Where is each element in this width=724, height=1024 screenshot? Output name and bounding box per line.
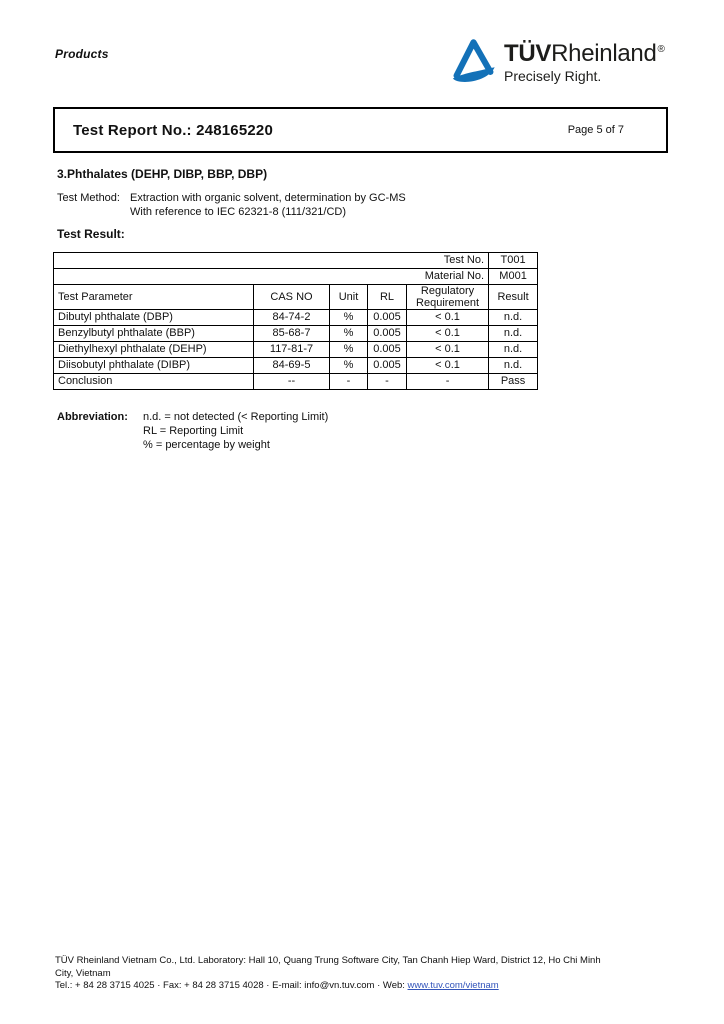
page-indicator: Page 5 of 7 (567, 124, 624, 136)
table-row-bbp (54, 326, 538, 342)
col-header-regulatory-requirement: Regulatory Requirement (407, 285, 489, 310)
col-header-test-parameter: Test Parameter (54, 285, 254, 310)
table-row-dbp (54, 310, 538, 326)
footer (55, 955, 601, 993)
cell-parameter: Diisobutyl phthalate (DIBP) (54, 358, 254, 374)
meta-row-material-no (54, 269, 538, 285)
test-method-line-2: With reference to IEC 62321-8 (111/321/CD) (130, 206, 347, 218)
abbreviation-label: Abbreviation: (57, 411, 128, 423)
footer-address-line-1: TÜV Rheinland Vietnam Co., Ltd. Laboratory: Hall 10, Quang Trung Software City, Tan Chanh Hiep Ward, District 12, Ho Chi Minh (55, 955, 601, 966)
cell-parameter: Benzylbutyl phthalate (BBP) (54, 326, 254, 342)
abbreviation-lines (143, 410, 328, 452)
brand-wordmark (504, 37, 665, 67)
brand-tagline: Precisely Right. (504, 68, 602, 84)
col-header-result: Result (489, 285, 538, 310)
cell-result: n.d. (489, 326, 538, 342)
cell-conclusion-unit: - (330, 374, 368, 390)
table-row-dibp (54, 358, 538, 374)
abbreviation-block (57, 410, 328, 452)
col-header-rl: RL (368, 285, 407, 310)
cell-unit: % (330, 342, 368, 358)
cell-cas-no: 117-81-7 (254, 342, 330, 358)
test-method-label: Test Method: (57, 192, 120, 204)
table-header-row (54, 285, 538, 310)
abbreviation-line-rl: RL = Reporting Limit (143, 425, 244, 437)
test-no-value: T001 (489, 253, 538, 269)
cell-rl: 0.005 (368, 358, 407, 374)
test-no-label: Test No. (54, 253, 489, 269)
brand-tuv: TÜV (504, 40, 552, 67)
brand-text-block (504, 37, 665, 84)
cell-regulatory-requirement: < 0.1 (407, 342, 489, 358)
test-result-label: Test Result: (57, 227, 125, 241)
brand-rheinland: Rheinland (551, 40, 657, 67)
test-method-block (57, 191, 406, 219)
cell-unit: % (330, 326, 368, 342)
cell-parameter: Diethylhexyl phthalate (DEHP) (54, 342, 254, 358)
test-method-line-1: Extraction with organic solvent, determination by GC-MS (130, 192, 406, 204)
report-title: Test Report No.: 248165220 (73, 121, 274, 139)
cell-rl: 0.005 (368, 342, 407, 358)
products-label: Products (55, 47, 109, 61)
footer-address-line-2: City, Vietnam (55, 967, 111, 979)
cell-cas-no: 84-74-2 (254, 310, 330, 326)
cell-rl: 0.005 (368, 326, 407, 342)
cell-cas-no: 85-68-7 (254, 326, 330, 342)
tuv-triangle-icon (450, 37, 497, 88)
table-row-dehp (54, 342, 538, 358)
cell-regulatory-requirement: < 0.1 (407, 310, 489, 326)
conclusion-row (54, 374, 538, 390)
cell-regulatory-requirement: < 0.1 (407, 358, 489, 374)
cell-unit: % (330, 310, 368, 326)
abbreviation-line-percent: % = percentage by weight (143, 439, 270, 451)
cell-rl: 0.005 (368, 310, 407, 326)
abbreviation-line-nd: n.d. = not detected (< Reporting Limit) (143, 411, 329, 423)
cell-regulatory-requirement: < 0.1 (407, 326, 489, 342)
footer-contact-line (55, 980, 601, 993)
col-header-unit: Unit (330, 285, 368, 310)
cell-result: n.d. (489, 342, 538, 358)
registered-mark: ® (657, 44, 665, 55)
cell-unit: % (330, 358, 368, 374)
tuv-logo (450, 37, 665, 88)
material-no-label: Material No. (54, 269, 489, 285)
results-table (53, 252, 538, 390)
section-heading: 3.Phthalates (DEHP, DIBP, BBP, DBP) (57, 167, 268, 181)
footer-contact-text: Tel.: + 84 28 3715 4025 · Fax: + 84 28 3715 4028 · E-mail: info@vn.tuv.com · Web: (55, 980, 408, 991)
cell-conclusion-cas: -- (254, 374, 330, 390)
test-method-value (130, 191, 406, 219)
cell-result: n.d. (489, 310, 538, 326)
footer-website-link[interactable]: www.tuv.com/vietnam (407, 980, 499, 991)
cell-conclusion-result: Pass (489, 374, 538, 390)
material-no-value: M001 (489, 269, 538, 285)
report-title-bar (53, 107, 668, 153)
meta-row-test-no (54, 253, 538, 269)
cell-parameter: Dibutyl phthalate (DBP) (54, 310, 254, 326)
cell-cas-no: 84-69-5 (254, 358, 330, 374)
cell-conclusion-req: - (407, 374, 489, 390)
cell-conclusion-label: Conclusion (54, 374, 254, 390)
cell-conclusion-rl: - (368, 374, 407, 390)
col-header-cas-no: CAS NO (254, 285, 330, 310)
cell-result: n.d. (489, 358, 538, 374)
